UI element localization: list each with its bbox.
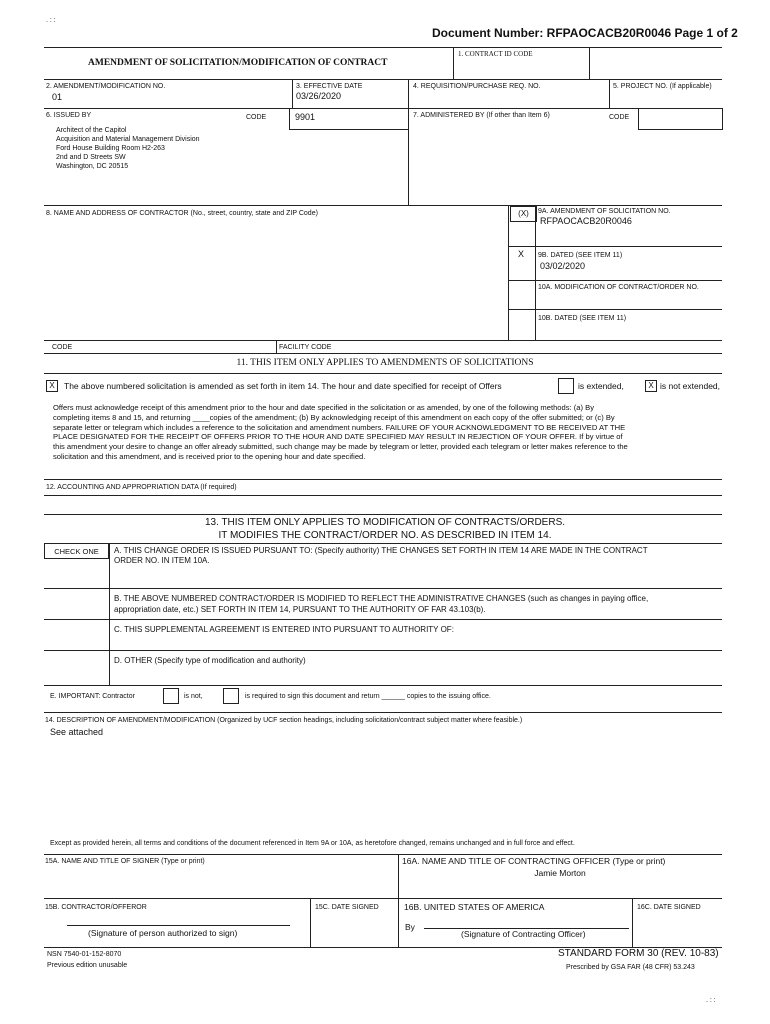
paragraph-line: completing items 8 and 15, and returning ____copies of the amendment; (b) By acknowledging receipt of this amendment on each copy of the offer submitted; or (c) By (53, 412, 615, 422)
paragraph-line: this amendment your desire to change an offer already submitted, such change may be made by telegram or letter, provided each telegram or letter makes reference to the (53, 442, 628, 452)
rule (44, 898, 722, 899)
rule (44, 588, 722, 589)
divider (276, 340, 277, 353)
nsn-number: NSN 7540-01-152-8070 (47, 951, 122, 958)
issued-by-label: 6. ISSUED BY (46, 112, 92, 119)
item13-title (0, 516, 770, 542)
contracting-officer-name: Jamie Morton (534, 868, 586, 878)
signer-name-label: 15A. NAME AND TITLE OF SIGNER (Type or print) (45, 858, 205, 865)
paragraph-line: solicitation and this amendment, and is received prior to the opening hour and date specified. (53, 451, 366, 461)
address-line: 2nd and D Streets SW (56, 154, 126, 161)
issued-by-address (56, 126, 200, 171)
document-number: Document Number: RFPAOCACB20R0046 Page 1 of 2 (432, 26, 738, 40)
is-required-checkbox[interactable] (223, 688, 239, 704)
rule (44, 79, 722, 80)
item11-instructions (53, 403, 628, 462)
rule (44, 373, 722, 374)
admin-code-box (638, 108, 723, 130)
solicitation-no-label: 9A. AMENDMENT OF SOLICITATION NO. (538, 208, 671, 215)
officer-signature-caption: (Signature of Contracting Officer) (461, 929, 586, 939)
effective-date-value: 03/26/2020 (296, 91, 342, 101)
header-top-rule (44, 47, 722, 48)
rule (44, 353, 722, 354)
standard-form-number: STANDARD FORM 30 (REV. 10-83) (558, 948, 719, 959)
date-signed-15c-label: 15C. DATE SIGNED (315, 904, 379, 911)
contractor-signature-caption: (Signature of person authorized to sign) (88, 928, 238, 938)
not-extended-checkbox[interactable]: X (645, 380, 657, 392)
rule (44, 495, 722, 496)
address-line: Ford House Building Room H2-263 (56, 145, 165, 152)
paragraph-line: Offers must acknowledge receipt of this amendment prior to the hour and date specified in the solicitation or as amended, by one of the following methods: (a) By (53, 403, 595, 412)
contracting-officer-label: 16A. NAME AND TITLE OF CONTRACTING OFFICER (Type or print) (402, 856, 666, 866)
form-title: AMENDMENT OF SOLICITATION/MODIFICATION OF CONTRACT (88, 58, 388, 68)
option-b-line: B. THE ABOVE NUMBERED CONTRACT/ORDER IS MODIFIED TO REFLECT THE ADMINISTRATIVE CHANGES (such as changes in paying office, (114, 594, 649, 603)
corner-marks-top: . : : (46, 17, 56, 24)
amendment-no-label: 2. AMENDMENT/MODIFICATION NO. (46, 83, 166, 90)
administered-by-code-label: CODE (609, 114, 630, 121)
is-extended-label: is extended, (578, 381, 624, 391)
paragraph-line: separate letter or telegram which includes a reference to the solicitation and amendment numbers. FAILURE OF YOUR ACKNOWLEDGMENT TO BE RECEIVED AT THE (53, 422, 626, 432)
divider (292, 79, 293, 108)
administered-by-label: 7. ADMINISTERED BY (If other than Item 6) (413, 112, 550, 119)
paragraph-line: PLACE DESIGNATED FOR THE RECEIPT OF OFFERS PRIOR TO THE HOUR AND DATE SPECIFIED MAY RESULT IN REJECTION OF YOUR OFFER. If by virtue of (53, 432, 623, 442)
item11-statement: The above numbered solicitation is amended as set forth in item 14. The hour and date specified for receipt of Offers (64, 381, 502, 391)
divider (453, 47, 454, 79)
previous-edition-note: Previous edition unusable (47, 962, 128, 969)
rule (44, 514, 722, 515)
rule (44, 854, 722, 855)
issued-by-code-label: CODE (246, 114, 267, 121)
dated-9b-label: 9B. DATED (SEE ITEM 11) (538, 252, 623, 259)
option-b-line: appropriation date, etc.) SET FORTH IN ITEM 14, PURSUANT TO THE AUTHORITY OF FAR 43.103(b). (114, 605, 486, 614)
description-value: See attached (50, 727, 104, 737)
divider (310, 898, 311, 947)
item13-title-line: IT MODIFIES THE CONTRACT/ORDER NO. AS DESCRIBED IN ITEM 14. (218, 530, 552, 541)
except-text: Except as provided herein, all terms and conditions of the document referenced in Item 9A or 10A, as heretofore changed, remains unchanged and in full force and effect. (50, 840, 575, 847)
date-signed-16c-label: 16C. DATE SIGNED (637, 904, 701, 911)
contractor-address-label: 8. NAME AND ADDRESS OF CONTRACTOR (No., street, country, state and ZIP Code) (46, 210, 318, 217)
extended-checkbox[interactable] (558, 378, 574, 394)
contract-id-label: 1. CONTRACT ID CODE (458, 50, 533, 58)
contractor-signature-line[interactable] (67, 925, 290, 926)
corner-marks-bottom: . : : (706, 997, 716, 1004)
accounting-data-label: 12. ACCOUNTING AND APPROPRIATION DATA (If required) (46, 484, 237, 491)
issued-by-code-value: 9901 (295, 112, 316, 122)
by-label: By (405, 922, 415, 932)
solicitation-x-mark: X (518, 249, 525, 259)
divider (109, 543, 110, 685)
rule (44, 685, 722, 686)
important-contractor-label: E. IMPORTANT: Contractor (50, 693, 135, 700)
x-paren-box: (X) (510, 206, 537, 222)
item13-option-d: D. OTHER (Specify type of modification and authority) (114, 656, 306, 665)
dated-9b-value: 03/02/2020 (540, 261, 586, 271)
rule (44, 479, 722, 480)
rule (44, 712, 722, 713)
requisition-label: 4. REQUISITION/PURCHASE REQ. NO. (413, 83, 541, 90)
address-line: Architect of the Capitol (56, 127, 127, 134)
divider (609, 79, 610, 108)
is-not-label: is not, (184, 693, 203, 700)
description-label: 14. DESCRIPTION OF AMENDMENT/MODIFICATION (Organized by UCF section headings, including solicitation/contract subject matter where feasible.) (45, 717, 523, 724)
option-a-line: A. THIS CHANGE ORDER IS ISSUED PURSUANT TO: (Specify authority) THE CHANGES SET FORTH IN ITEM 14 ARE MADE IN THE CONTRACT (114, 546, 648, 555)
modification-no-label: 10A. MODIFICATION OF CONTRACT/ORDER NO. (538, 284, 699, 291)
rule (508, 309, 722, 310)
is-required-label: is required to sign this document and return ______ copies to the issuing office. (245, 693, 491, 700)
rule (44, 619, 722, 620)
rule (44, 650, 722, 651)
effective-date-label: 3. EFFECTIVE DATE (296, 83, 363, 90)
rule (44, 543, 722, 544)
address-line: Washington, DC 20515 (56, 163, 129, 170)
item13-option-c: C. THIS SUPPLEMENTAL AGREEMENT IS ENTERED INTO PURSUANT TO AUTHORITY OF: (114, 625, 454, 634)
item13-title-line: 13. THIS ITEM ONLY APPLIES TO MODIFICATION OF CONTRACTS/ORDERS. (204, 517, 566, 528)
divider (408, 79, 409, 206)
rule (508, 280, 722, 281)
divider (535, 205, 536, 340)
project-no-label: 5. PROJECT NO. (If applicable) (613, 83, 712, 90)
contractor-offeror-label: 15B. CONTRACTOR/OFFEROR (45, 904, 147, 911)
contractor-code-label: CODE (52, 344, 73, 351)
divider (589, 47, 590, 79)
dated-10b-label: 10B. DATED (SEE ITEM 11) (538, 315, 627, 322)
solicitation-no-value: RFPAOCACB20R0046 (540, 216, 632, 226)
rule (508, 246, 722, 247)
item13-option-a (114, 546, 648, 566)
option-a-line: ORDER NO. IN ITEM 10A. (114, 556, 210, 565)
divider (632, 898, 633, 947)
divider (508, 205, 509, 340)
is-not-extended-label: is not extended, (660, 381, 721, 391)
address-line: Acquisition and Material Management Division (56, 136, 200, 143)
item11-checkbox[interactable]: X (46, 380, 58, 392)
check-one-label: CHECK ONE (44, 543, 109, 559)
united-states-label: 16B. UNITED STATES OF AMERICA (404, 902, 545, 912)
prescribed-by: Prescribed by GSA FAR (48 CFR) 53.243 (566, 964, 695, 971)
facility-code-label: FACILITY CODE (279, 344, 332, 351)
item13-option-b (114, 593, 648, 615)
rule (44, 205, 722, 206)
is-not-checkbox[interactable] (163, 688, 179, 704)
rule (44, 340, 722, 341)
item11-title: 11. THIS ITEM ONLY APPLIES TO AMENDMENTS OF SOLICITATIONS (236, 358, 534, 368)
amendment-no-value: 01 (52, 92, 63, 102)
